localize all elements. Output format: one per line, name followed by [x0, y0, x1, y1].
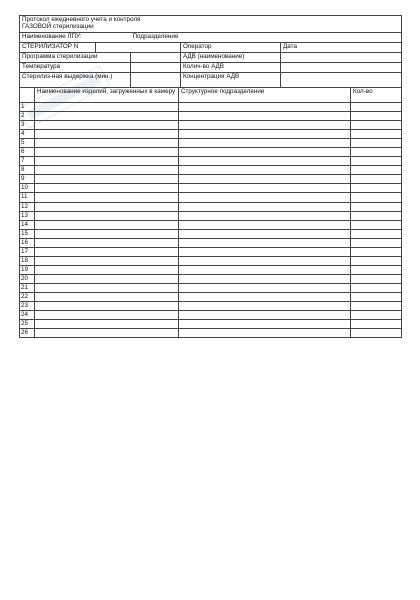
- item-cell[interactable]: [35, 184, 179, 193]
- row-number: 8: [20, 166, 35, 175]
- row-number: 9: [20, 175, 35, 184]
- temperature-field[interactable]: [131, 63, 181, 73]
- qty-cell[interactable]: [351, 247, 402, 256]
- item-cell[interactable]: [35, 139, 179, 148]
- qty-cell[interactable]: [351, 329, 402, 338]
- items-table-header: [20, 88, 402, 103]
- adv-name-field[interactable]: [281, 53, 402, 63]
- table-row: [20, 211, 402, 220]
- adv-qty-label: Колич-во АДВ: [181, 63, 281, 73]
- table-row: [20, 265, 402, 274]
- row-number: 19: [20, 265, 35, 274]
- item-cell[interactable]: [35, 283, 179, 292]
- program-field[interactable]: [131, 53, 181, 63]
- row-number: 1: [20, 103, 35, 112]
- qty-cell[interactable]: [351, 166, 402, 175]
- table-row: [20, 238, 402, 247]
- qty-column-header: Кол-во: [351, 88, 402, 103]
- row-number: 10: [20, 184, 35, 193]
- unit-cell[interactable]: [179, 157, 351, 166]
- table-row: [20, 148, 402, 157]
- item-cell[interactable]: [35, 229, 179, 238]
- qty-cell[interactable]: [351, 292, 402, 301]
- row-number: 6: [20, 148, 35, 157]
- department-label: Подразделение: [131, 33, 402, 43]
- form-title-line1: Протокол ежедневного учета и контроля: [22, 16, 141, 23]
- item-cell[interactable]: [35, 166, 179, 175]
- table-row: [20, 130, 402, 139]
- exposure-field[interactable]: [131, 73, 181, 88]
- row-number: 24: [20, 311, 35, 320]
- item-cell[interactable]: [35, 320, 179, 329]
- item-cell[interactable]: [35, 157, 179, 166]
- form-title-line2: ГАЗОВОЙ стерилизации: [22, 23, 94, 30]
- unit-cell[interactable]: [179, 121, 351, 130]
- table-row: [20, 302, 402, 311]
- adv-conc-field[interactable]: [281, 73, 402, 88]
- row-number: 17: [20, 247, 35, 256]
- row-number: 14: [20, 220, 35, 229]
- item-cell[interactable]: [35, 256, 179, 265]
- item-cell[interactable]: [35, 238, 179, 247]
- qty-cell[interactable]: [351, 320, 402, 329]
- unit-cell[interactable]: [179, 130, 351, 139]
- row-number: 5: [20, 139, 35, 148]
- qty-cell[interactable]: [351, 112, 402, 121]
- unit-cell[interactable]: [179, 193, 351, 202]
- item-cell[interactable]: [35, 112, 179, 121]
- item-cell[interactable]: [35, 148, 179, 157]
- row-number-header: [20, 88, 35, 103]
- unit-cell[interactable]: [179, 220, 351, 229]
- row-number: 12: [20, 202, 35, 211]
- table-row: [20, 283, 402, 292]
- qty-cell[interactable]: [351, 238, 402, 247]
- table-row: [20, 103, 402, 112]
- row-number: 20: [20, 274, 35, 283]
- adv-name-label: АДВ (наименование): [181, 53, 281, 63]
- table-row: [20, 311, 402, 320]
- row-number: 4: [20, 130, 35, 139]
- qty-cell[interactable]: [351, 256, 402, 265]
- table-row: [20, 121, 402, 130]
- unit-cell[interactable]: [179, 247, 351, 256]
- form-title: [20, 16, 402, 33]
- table-row: [20, 229, 402, 238]
- operator-label: Оператор: [181, 43, 281, 53]
- qty-cell[interactable]: [351, 311, 402, 320]
- qty-cell[interactable]: [351, 130, 402, 139]
- item-cell[interactable]: [35, 311, 179, 320]
- row-number: 18: [20, 256, 35, 265]
- table-row: [20, 112, 402, 121]
- unit-cell[interactable]: [179, 292, 351, 301]
- qty-cell[interactable]: [351, 274, 402, 283]
- temperature-label: Температура: [20, 63, 131, 73]
- item-cell[interactable]: [35, 130, 179, 139]
- table-row: [20, 247, 402, 256]
- item-cell[interactable]: [35, 265, 179, 274]
- item-cell[interactable]: [35, 211, 179, 220]
- qty-cell[interactable]: [351, 283, 402, 292]
- row-number: 21: [20, 283, 35, 292]
- qty-cell[interactable]: [351, 103, 402, 112]
- lpu-label: Наименование ЛПУ:: [20, 33, 131, 43]
- item-cell[interactable]: [35, 175, 179, 184]
- item-cell[interactable]: [35, 329, 179, 338]
- qty-cell[interactable]: [351, 229, 402, 238]
- table-row: [20, 193, 402, 202]
- date-label: Дата: [281, 43, 402, 53]
- unit-cell[interactable]: [179, 320, 351, 329]
- table-row: [20, 157, 402, 166]
- item-cell[interactable]: [35, 247, 179, 256]
- unit-cell[interactable]: [179, 166, 351, 175]
- unit-cell[interactable]: [179, 202, 351, 211]
- table-row: [20, 166, 402, 175]
- unit-cell[interactable]: [179, 175, 351, 184]
- qty-cell[interactable]: [351, 184, 402, 193]
- adv-conc-label: Концентрация АДВ: [181, 73, 281, 88]
- item-cell[interactable]: [35, 202, 179, 211]
- row-number: 3: [20, 121, 35, 130]
- items-column-header: Наименование изделий, загруженных в камеру: [35, 88, 179, 103]
- item-cell[interactable]: [35, 220, 179, 229]
- qty-cell[interactable]: [351, 220, 402, 229]
- unit-cell[interactable]: [179, 184, 351, 193]
- table-row: [20, 139, 402, 148]
- item-cell[interactable]: [35, 121, 179, 130]
- items-table: [19, 88, 402, 338]
- unit-cell[interactable]: [179, 103, 351, 112]
- row-number: 13: [20, 211, 35, 220]
- unit-cell[interactable]: [179, 148, 351, 157]
- program-label: Программа стерилизации: [20, 53, 131, 63]
- row-number: 15: [20, 229, 35, 238]
- row-number: 7: [20, 157, 35, 166]
- unit-cell[interactable]: [179, 229, 351, 238]
- item-cell[interactable]: [35, 103, 179, 112]
- table-row: [20, 184, 402, 193]
- unit-cell[interactable]: [179, 274, 351, 283]
- unit-cell[interactable]: [179, 256, 351, 265]
- item-cell[interactable]: [35, 292, 179, 301]
- row-number: 16: [20, 238, 35, 247]
- sterilizer-number-field[interactable]: [96, 43, 181, 53]
- item-cell[interactable]: [35, 302, 179, 311]
- protocol-header-table: [19, 15, 402, 88]
- unit-cell[interactable]: [179, 329, 351, 338]
- unit-cell[interactable]: [179, 238, 351, 247]
- row-number: 25: [20, 320, 35, 329]
- unit-cell[interactable]: [179, 311, 351, 320]
- unit-column-header: Структурное подразделение: [179, 88, 351, 103]
- unit-cell[interactable]: [179, 211, 351, 220]
- qty-cell[interactable]: [351, 202, 402, 211]
- unit-cell[interactable]: [179, 139, 351, 148]
- item-cell[interactable]: [35, 274, 179, 283]
- table-row: [20, 292, 402, 301]
- unit-cell[interactable]: [179, 283, 351, 292]
- row-number: 22: [20, 292, 35, 301]
- qty-cell[interactable]: [351, 175, 402, 184]
- table-row: [20, 175, 402, 184]
- table-row: [20, 320, 402, 329]
- qty-cell[interactable]: [351, 265, 402, 274]
- table-row: [20, 274, 402, 283]
- unit-cell[interactable]: [179, 302, 351, 311]
- sterilization-protocol-form: [19, 15, 401, 338]
- qty-cell[interactable]: [351, 148, 402, 157]
- row-number: 2: [20, 112, 35, 121]
- sterilizer-label: СТЕРИЛИЗАТОР N: [20, 43, 96, 53]
- table-row: [20, 220, 402, 229]
- adv-qty-field[interactable]: [281, 63, 402, 73]
- row-number: 26: [20, 329, 35, 338]
- unit-cell[interactable]: [179, 265, 351, 274]
- table-row: [20, 329, 402, 338]
- table-row: [20, 256, 402, 265]
- exposure-label: Стерилиз-ная выдержка (мин.): [20, 73, 131, 88]
- qty-cell[interactable]: [351, 121, 402, 130]
- qty-cell[interactable]: [351, 302, 402, 311]
- item-cell[interactable]: [35, 193, 179, 202]
- unit-cell[interactable]: [179, 112, 351, 121]
- qty-cell[interactable]: [351, 193, 402, 202]
- row-number: 11: [20, 193, 35, 202]
- qty-cell[interactable]: [351, 211, 402, 220]
- qty-cell[interactable]: [351, 139, 402, 148]
- row-number: 23: [20, 302, 35, 311]
- qty-cell[interactable]: [351, 157, 402, 166]
- table-row: [20, 202, 402, 211]
